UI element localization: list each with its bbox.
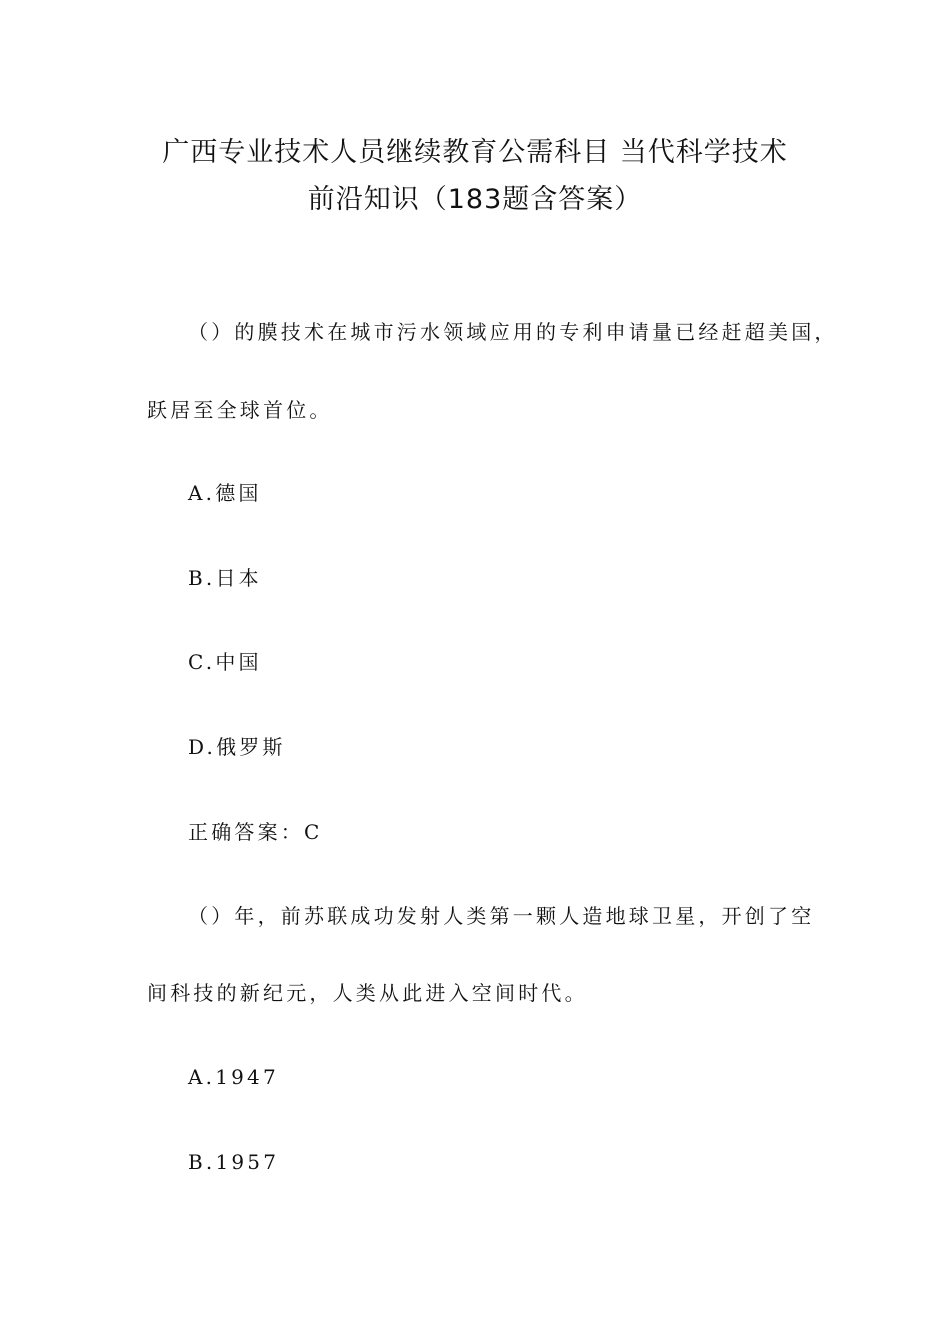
question-1-option-a: A.德国 (188, 481, 262, 505)
question-1-option-b: B.日本 (188, 566, 262, 590)
question-1-answer: 正确答案：C (188, 820, 323, 844)
question-2-text-line-1: （）年，前苏联成功发射人类第一颗人造地球卫星，开创了空 (188, 904, 815, 928)
question-1-option-d: D.俄罗斯 (188, 735, 286, 759)
document-title-line-1: 广西专业技术人员继续教育公需科目 当代科学技术 (162, 137, 788, 168)
question-2-option-b: B.1957 (188, 1150, 280, 1174)
question-2-text-line-2: 间科技的新纪元，人类从此进入空间时代。 (147, 981, 588, 1005)
question-1-option-c: C.中国 (188, 650, 262, 674)
document-title-line-2: 前沿知识（183题含答案） (307, 184, 643, 215)
question-1-text-line-1: （）的膜技术在城市污水领域应用的专利申请量已经赶超美国， (188, 320, 838, 344)
question-2-option-a: A.1947 (188, 1065, 279, 1089)
question-1-text-line-2: 跃居至全球首位。 (147, 398, 333, 422)
